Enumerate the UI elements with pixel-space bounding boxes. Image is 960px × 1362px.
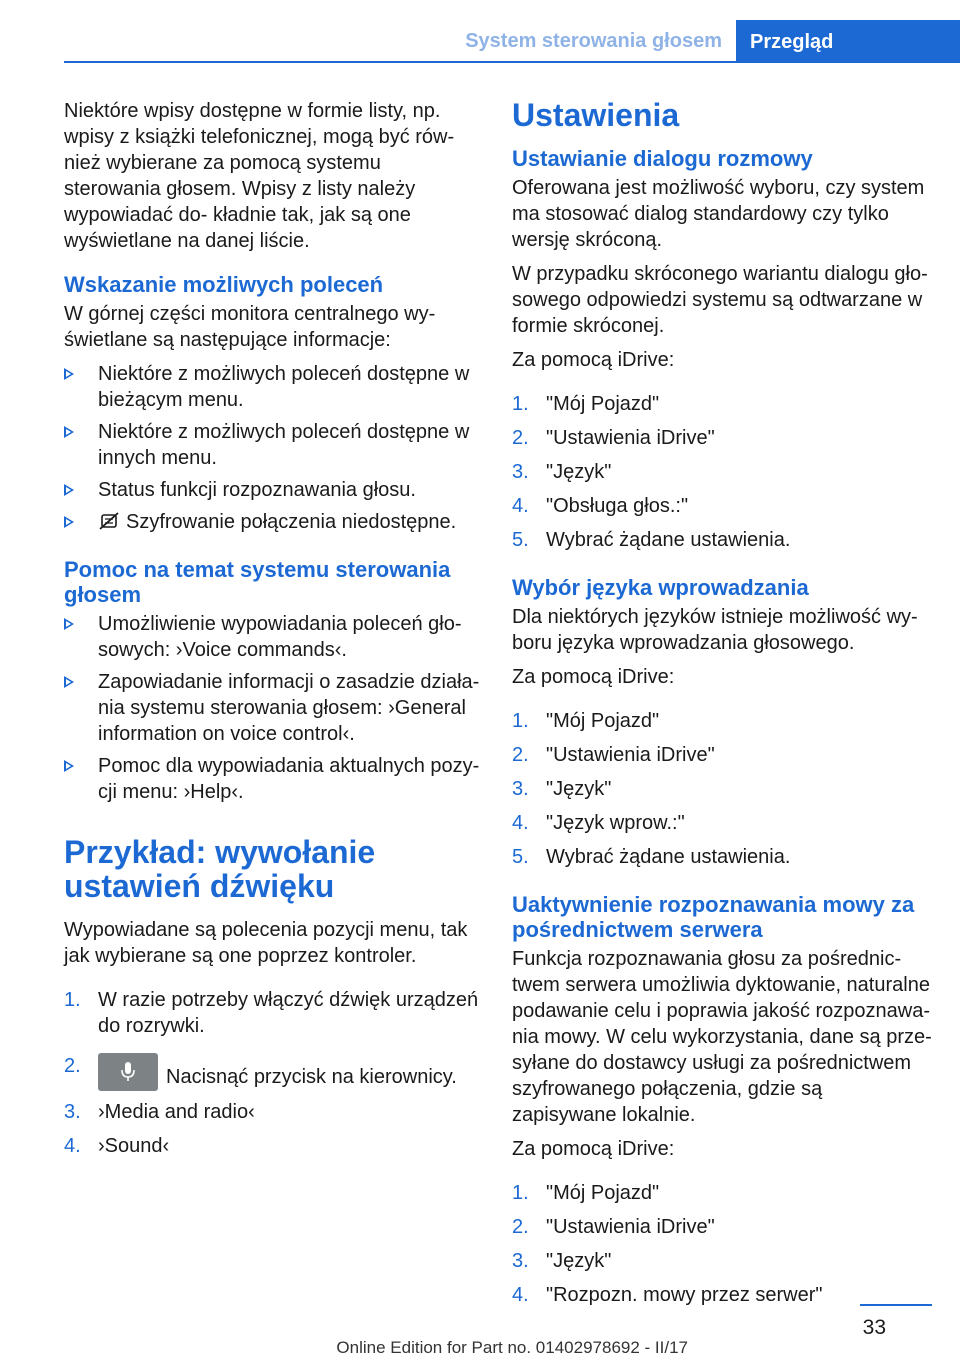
list-item: Umożliwienie wypowiadania poleceń gło- sowych: ›Voice commands‹. (64, 611, 482, 663)
example-heading: Przykład: wywołanie ustawień dźwięku (64, 834, 376, 904)
dialog-heading: Ustawianie dialogu rozmowy (512, 146, 813, 171)
example-steps (64, 987, 482, 1159)
list-item: 3. ›Media and radio‹ (64, 1101, 255, 1123)
list-item: 5. Wybrać żądane ustawienia. (512, 529, 791, 551)
header-tab: Przegląd (736, 20, 960, 62)
triangle-right-icon (64, 760, 74, 772)
list-item: 1. "Mój Pojazd" (512, 1182, 660, 1204)
language-paragraph: Dla niektórych języków istnieje możliwość wy- boru języka wprowadzania głosowego. (512, 606, 918, 654)
list-item: 1. "Mój Pojazd" (512, 393, 660, 415)
server-via: Za pomocą iDrive: (512, 1138, 675, 1160)
server-paragraph: Funkcja rozpoznawania głosu za pośrednic- twem serwera umożliwia dyktowanie, naturalne podawanie celu i poprawia jakość rozpoznawa- nia mowy. W celu wykorzystania, dane są prze- syłane do dostawcy usługi za pośrednictwem szyfrowanego połączenia, gdzie są zapisywane lokalnie. (512, 948, 932, 1126)
list-item: 4. "Obsługa głos.:" (512, 495, 689, 517)
crossed-chip-icon (98, 511, 120, 531)
language-via: Za pomocą iDrive: (512, 666, 675, 688)
list-item: 2. Nacisnąć przycisk na kierownicy. (64, 1053, 482, 1091)
list-item: 2. "Ustawienia iDrive" (512, 744, 715, 766)
intro-paragraph: Niektóre wpisy dostępne w formie listy, np. wpisy z książki telefonicznej, mogą być rów- nież wybierane za pomocą systemu sterowania głosem. Wpisy z listy należy wypowiadać do- kładnie tak, jak są one wyświetlane na danej liście. (64, 100, 455, 252)
commands-list (64, 361, 482, 535)
dialog-steps (512, 391, 932, 553)
triangle-right-icon (64, 368, 74, 380)
list-item: 3. "Język" (512, 778, 612, 800)
microphone-button-image (98, 1053, 158, 1091)
list-item: 1. "Mój Pojazd" (512, 710, 660, 732)
list-item: Pomoc dla wypowiadania aktualnych pozy- cji menu: ›Help‹. (64, 753, 482, 805)
list-item: Szyfrowanie połączenia niedostępne. (64, 509, 482, 535)
header-divider (64, 61, 960, 63)
edition-note: Online Edition for Part no. 01402978692 - II/17 (336, 1338, 688, 1357)
triangle-right-icon (64, 516, 74, 528)
dialog-via: Za pomocą iDrive: (512, 349, 675, 371)
list-item: 2. "Ustawienia iDrive" (512, 1216, 715, 1238)
triangle-right-icon (64, 484, 74, 496)
list-item: 3. "Język" (512, 461, 612, 483)
list-item: Zapowiadanie informacji o zasadzie działa- nia systemu sterowania głosem: ›General information on voice control‹. (64, 669, 482, 747)
language-heading: Wybór języka wprowadzania (512, 575, 809, 600)
list-item: 3. "Język" (512, 1250, 612, 1272)
commands-heading: Wskazanie możliwych poleceń (64, 272, 384, 297)
page-number: 33 (862, 1316, 886, 1339)
footer-divider (860, 1304, 932, 1306)
commands-text: W górnej części monitora centralnego wy- świetlane są następujące informacje: (64, 303, 436, 351)
help-list (64, 611, 482, 805)
list-item: 2. "Ustawienia iDrive" (512, 427, 715, 449)
list-item: 1. W razie potrzeby włączyć dźwięk urządzeń do rozrywki. (64, 989, 479, 1037)
list-item: 4. ›Sound‹ (64, 1135, 170, 1157)
page-header (0, 0, 960, 62)
list-item: Niektóre z możliwych poleceń dostępne w innych menu. (64, 419, 482, 471)
dialog-paragraph-2: W przypadku skróconego wariantu dialogu gło- sowego odpowiedzi systemu są odtwarzane w formie skróconej. (512, 263, 928, 337)
left-column (64, 98, 482, 1169)
triangle-right-icon (64, 676, 74, 688)
settings-heading: Ustawienia (512, 97, 680, 133)
header-section-title: System sterowania głosem (465, 30, 722, 52)
list-item: Status funkcji rozpoznawania głosu. (64, 477, 482, 503)
list-item: Niektóre z możliwych poleceń dostępne w bieżącym menu. (64, 361, 482, 413)
server-steps (512, 1180, 932, 1308)
list-item: 5. Wybrać żądane ustawienia. (512, 846, 791, 868)
dialog-paragraph-1: Oferowana jest możliwość wyboru, czy system ma stosować dialog standardowy czy tylko wersję skróconą. (512, 177, 925, 251)
right-column (512, 98, 932, 1318)
server-heading: Uaktywnienie rozpoznawania mowy za pośrednictwem serwera (512, 892, 915, 942)
list-item: 4. "Rozpozn. mowy przez serwer" (512, 1284, 823, 1306)
microphone-icon (120, 1061, 136, 1083)
language-steps (512, 708, 932, 870)
triangle-right-icon (64, 426, 74, 438)
list-item: 4. "Język wprow.:" (512, 812, 685, 834)
help-heading: Pomoc na temat systemu sterowania głosem (64, 557, 451, 607)
triangle-right-icon (64, 618, 74, 630)
example-text: Wypowiadane są polecenia pozycji menu, tak jak wybierane są one poprzez kontroler. (64, 919, 468, 967)
page-footer (0, 1300, 960, 1362)
